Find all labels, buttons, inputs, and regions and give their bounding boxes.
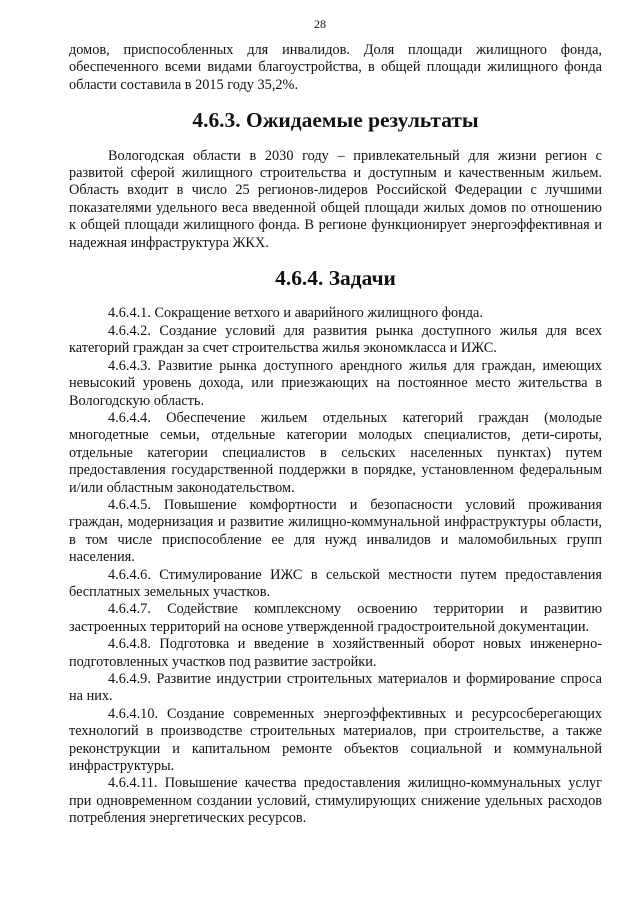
intro-paragraph: домов, приспособленных для инвалидов. Доля площади жилищного фонда, обеспеченного всеми видами благоустройства, в общей площади жилищного фонда области составила в 2015 году 35,2%.	[69, 42, 602, 93]
task-item-7: 4.6.4.7. Содействие комплексному освоению территории и развитию застроенных территорий на основе утвержденной градостроительной документации.	[69, 601, 602, 635]
section-heading-tasks: 4.6.4. Задачи	[275, 266, 396, 291]
task-item-6: 4.6.4.6. Стимулирование ИЖС в сельской местности путем предоставления бесплатных земельных участков.	[69, 566, 602, 600]
task-item-8: 4.6.4.8. Подготовка и введение в хозяйственный оборот новых инженерно-подготовленных участков под развитие застройки.	[69, 636, 602, 670]
page-number: 28	[314, 17, 326, 31]
task-item-9: 4.6.4.9. Развитие индустрии строительных материалов и формирование спроса на них.	[69, 671, 602, 705]
page-content	[69, 42, 602, 828]
expected-results-paragraph: Вологодская области в 2030 году – привлекательный для жизни регион с развитой сферой жилищного строительства и доступным и качественным жильем. Область входит в число 25 регионов-лидеров Российской Федерации с лучшими показателями удельного веса введенной общей площади жилых домов по отношению к общей площади жилищного фонда. В регионе функционирует энергоэффективная и надежная инфраструктура ЖКХ.	[69, 147, 602, 251]
task-item-10: 4.6.4.10. Создание современных энергоэффективных и ресурсосберегающих технологий в производстве строительных материалов, при строительстве, а также реконструкции и капитальном ремонте объектов социальной и коммунальной инфраструктуры.	[69, 705, 602, 775]
task-item-11: 4.6.4.11. Повышение качества предоставления жилищно-коммунальных услуг при одновременном создании условий, стимулирующих снижение удельных расходов потребления энергетических ресурсов.	[69, 775, 602, 827]
task-item-5: 4.6.4.5. Повышение комфортности и безопасности условий проживания граждан, модернизация и развитие жилищно-коммунальной инфраструктуры области, в том числе приспособление ее для нужд инвалидов и маломобильных групп населения.	[69, 496, 602, 566]
task-item-1: 4.6.4.1. Сокращение ветхого и аварийного жилищного фонда.	[108, 305, 483, 322]
task-item-2: 4.6.4.2. Создание условий для развития рынка доступного жилья для всех категорий граждан за счет строительства жилья экономкласса и ИЖС.	[69, 322, 602, 357]
task-item-4: 4.6.4.4. Обеспечение жильем отдельных категорий граждан (молодые многодетные семьи, отдельные категории молодых специалистов, дети-сироты, отдельные категории специалистов в сельских населенных пунктах) путем предоставления государственной поддержки в порядке, установленном федеральным и/или областным законодательством.	[69, 409, 602, 496]
section-heading-expected-results: 4.6.3. Ожидаемые результаты	[192, 108, 479, 133]
task-item-3: 4.6.4.3. Развитие рынка доступного арендного жилья для граждан, имеющих невысокий уровень дохода, или приезжающих на постоянное место жительства в Вологодскую область.	[69, 357, 602, 409]
tasks-list	[69, 305, 602, 827]
